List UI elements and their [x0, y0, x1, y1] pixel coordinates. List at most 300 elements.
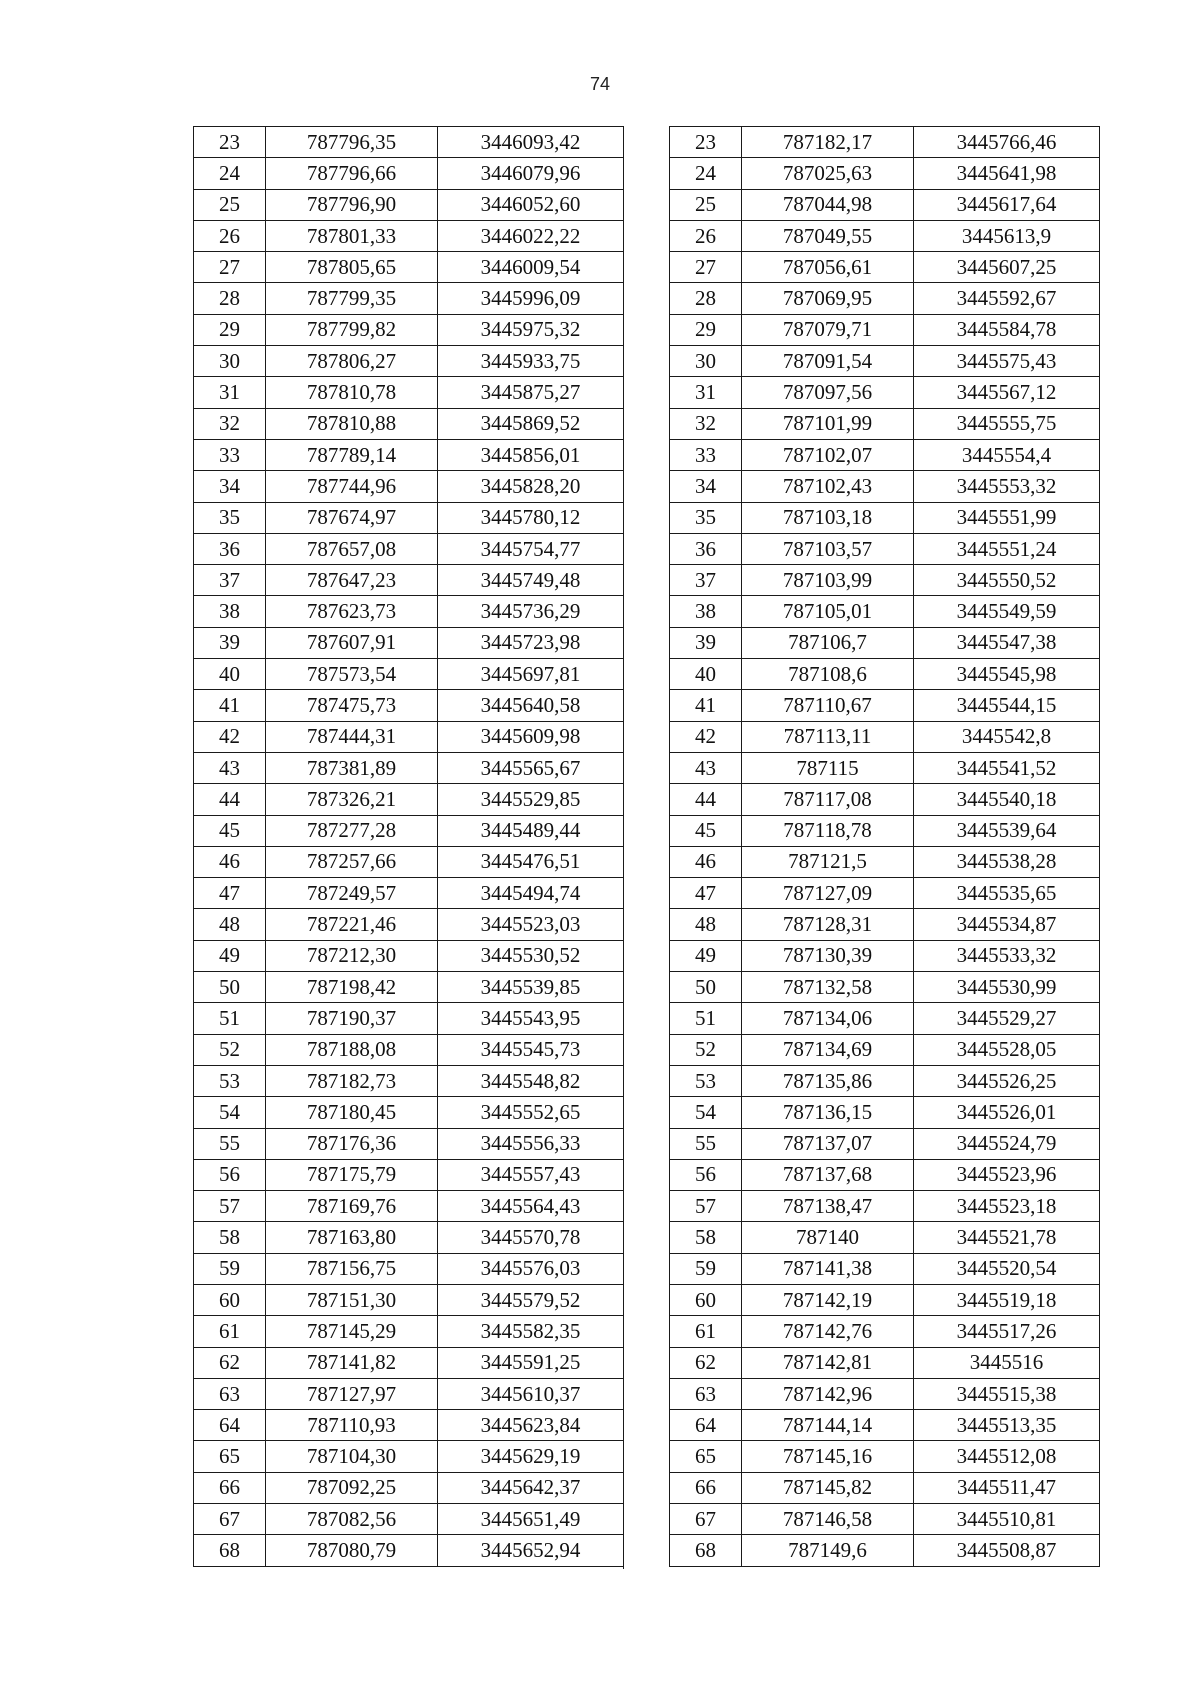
point-number-cell: 44 — [670, 784, 742, 815]
y-coordinate-cell: 3445766,46 — [914, 127, 1100, 158]
point-number-cell: 48 — [670, 909, 742, 940]
y-coordinate-cell: 3445551,99 — [914, 502, 1100, 533]
x-coordinate-cell: 787102,07 — [742, 439, 914, 470]
point-number-cell: 68 — [670, 1535, 742, 1566]
table-row — [194, 1441, 624, 1472]
y-coordinate-cell: 3445610,37 — [438, 1378, 624, 1409]
point-number-cell: 55 — [194, 1128, 266, 1159]
x-coordinate-cell: 787156,75 — [266, 1253, 438, 1284]
y-coordinate-cell: 3445551,24 — [914, 533, 1100, 564]
table-row — [670, 627, 1100, 658]
table-row — [194, 1034, 624, 1065]
table-row — [194, 752, 624, 783]
point-number-cell: 53 — [194, 1065, 266, 1096]
x-coordinate-cell: 787799,82 — [266, 314, 438, 345]
y-coordinate-cell: 3445545,73 — [438, 1034, 624, 1065]
table-row — [670, 1159, 1100, 1190]
point-number-cell: 30 — [670, 346, 742, 377]
point-number-cell: 63 — [194, 1378, 266, 1409]
y-coordinate-cell: 3445545,98 — [914, 659, 1100, 690]
point-number-cell: 49 — [194, 940, 266, 971]
y-coordinate-cell: 3445555,75 — [914, 408, 1100, 439]
point-number-cell: 58 — [194, 1222, 266, 1253]
table-row — [670, 346, 1100, 377]
table-row — [194, 220, 624, 251]
table-row — [194, 533, 624, 564]
table-row — [194, 1535, 624, 1566]
x-coordinate-cell: 787175,79 — [266, 1159, 438, 1190]
y-coordinate-cell: 3445511,47 — [914, 1472, 1100, 1503]
point-number-cell: 62 — [670, 1347, 742, 1378]
x-coordinate-cell: 787144,14 — [742, 1410, 914, 1441]
table-row — [194, 346, 624, 377]
point-number-cell: 36 — [670, 533, 742, 564]
left-coordinate-table — [193, 126, 624, 1567]
table-row — [194, 596, 624, 627]
point-number-cell: 38 — [670, 596, 742, 627]
table-row — [670, 283, 1100, 314]
table-row — [670, 940, 1100, 971]
y-coordinate-cell: 3445642,37 — [438, 1472, 624, 1503]
x-coordinate-cell: 787796,90 — [266, 189, 438, 220]
y-coordinate-cell: 3445476,51 — [438, 846, 624, 877]
y-coordinate-cell: 3445517,26 — [914, 1316, 1100, 1347]
y-coordinate-cell: 3445736,29 — [438, 596, 624, 627]
point-number-cell: 29 — [194, 314, 266, 345]
x-coordinate-cell: 787674,97 — [266, 502, 438, 533]
table-row — [670, 252, 1100, 283]
table-row — [670, 408, 1100, 439]
table-row — [670, 1097, 1100, 1128]
point-number-cell: 65 — [194, 1441, 266, 1472]
point-number-cell: 40 — [670, 659, 742, 690]
x-coordinate-cell: 787806,27 — [266, 346, 438, 377]
table-row — [670, 1441, 1100, 1472]
point-number-cell: 66 — [670, 1472, 742, 1503]
x-coordinate-cell: 787115 — [742, 752, 914, 783]
y-coordinate-cell: 3446093,42 — [438, 127, 624, 158]
y-coordinate-cell: 3445975,32 — [438, 314, 624, 345]
point-number-cell: 67 — [194, 1504, 266, 1535]
point-number-cell: 64 — [194, 1410, 266, 1441]
y-coordinate-cell: 3445623,84 — [438, 1410, 624, 1441]
right-table-body — [670, 127, 1100, 1567]
point-number-cell: 50 — [670, 972, 742, 1003]
y-coordinate-cell: 3445538,28 — [914, 846, 1100, 877]
table-row — [670, 659, 1100, 690]
point-number-cell: 57 — [670, 1191, 742, 1222]
x-coordinate-cell: 787091,54 — [742, 346, 914, 377]
x-coordinate-cell: 787151,30 — [266, 1284, 438, 1315]
x-coordinate-cell: 787110,67 — [742, 690, 914, 721]
x-coordinate-cell: 787805,65 — [266, 252, 438, 283]
point-number-cell: 51 — [670, 1003, 742, 1034]
table-row — [670, 1191, 1100, 1222]
x-coordinate-cell: 787137,07 — [742, 1128, 914, 1159]
y-coordinate-cell: 3445535,65 — [914, 878, 1100, 909]
table-row — [670, 1128, 1100, 1159]
y-coordinate-cell: 3445520,54 — [914, 1253, 1100, 1284]
table-row — [670, 1535, 1100, 1566]
x-coordinate-cell: 787249,57 — [266, 878, 438, 909]
x-coordinate-cell: 787056,61 — [742, 252, 914, 283]
table-row — [670, 752, 1100, 783]
table-row — [194, 565, 624, 596]
x-coordinate-cell: 787103,57 — [742, 533, 914, 564]
y-coordinate-cell: 3445996,09 — [438, 283, 624, 314]
y-coordinate-cell: 3445575,43 — [914, 346, 1100, 377]
column-divider — [623, 126, 624, 1205]
point-number-cell: 53 — [670, 1065, 742, 1096]
x-coordinate-cell: 787127,97 — [266, 1378, 438, 1409]
y-coordinate-cell: 3445856,01 — [438, 439, 624, 470]
x-coordinate-cell: 787044,98 — [742, 189, 914, 220]
y-coordinate-cell: 3445524,79 — [914, 1128, 1100, 1159]
x-coordinate-cell: 787796,66 — [266, 158, 438, 189]
x-coordinate-cell: 787221,46 — [266, 909, 438, 940]
y-coordinate-cell: 3445591,25 — [438, 1347, 624, 1378]
left-table-body — [194, 127, 624, 1567]
y-coordinate-cell: 3445549,59 — [914, 596, 1100, 627]
point-number-cell: 46 — [670, 846, 742, 877]
y-coordinate-cell: 3445523,96 — [914, 1159, 1100, 1190]
table-row — [194, 189, 624, 220]
point-number-cell: 23 — [670, 127, 742, 158]
y-coordinate-cell: 3445613,9 — [914, 220, 1100, 251]
y-coordinate-cell: 3445570,78 — [438, 1222, 624, 1253]
x-coordinate-cell: 787128,31 — [742, 909, 914, 940]
table-row — [194, 1159, 624, 1190]
x-coordinate-cell: 787176,36 — [266, 1128, 438, 1159]
x-coordinate-cell: 787573,54 — [266, 659, 438, 690]
y-coordinate-cell: 3445544,15 — [914, 690, 1100, 721]
point-number-cell: 37 — [194, 565, 266, 596]
y-coordinate-cell: 3445697,81 — [438, 659, 624, 690]
point-number-cell: 28 — [670, 283, 742, 314]
x-coordinate-cell: 787789,14 — [266, 439, 438, 470]
table-row — [670, 439, 1100, 470]
y-coordinate-cell: 3445592,67 — [914, 283, 1100, 314]
table-row — [670, 1253, 1100, 1284]
y-coordinate-cell: 3445554,4 — [914, 439, 1100, 470]
y-coordinate-cell: 3445529,85 — [438, 784, 624, 815]
table-row — [194, 1003, 624, 1034]
y-coordinate-cell: 3445521,78 — [914, 1222, 1100, 1253]
table-row — [194, 1472, 624, 1503]
table-row — [194, 972, 624, 1003]
point-number-cell: 59 — [194, 1253, 266, 1284]
table-row — [670, 1347, 1100, 1378]
table-row — [670, 1410, 1100, 1441]
x-coordinate-cell: 787082,56 — [266, 1504, 438, 1535]
table-row — [194, 846, 624, 877]
table-row — [194, 940, 624, 971]
table-row — [670, 721, 1100, 752]
point-number-cell: 67 — [670, 1504, 742, 1535]
y-coordinate-cell: 3445526,01 — [914, 1097, 1100, 1128]
table-row — [670, 690, 1100, 721]
y-coordinate-cell: 3445749,48 — [438, 565, 624, 596]
point-number-cell: 24 — [670, 158, 742, 189]
x-coordinate-cell: 787105,01 — [742, 596, 914, 627]
x-coordinate-cell: 787113,11 — [742, 721, 914, 752]
table-row — [670, 784, 1100, 815]
column-divider — [623, 1234, 624, 1569]
x-coordinate-cell: 787110,93 — [266, 1410, 438, 1441]
point-number-cell: 51 — [194, 1003, 266, 1034]
y-coordinate-cell: 3445541,52 — [914, 752, 1100, 783]
x-coordinate-cell: 787140 — [742, 1222, 914, 1253]
point-number-cell: 65 — [670, 1441, 742, 1472]
x-coordinate-cell: 787136,15 — [742, 1097, 914, 1128]
table-row — [670, 502, 1100, 533]
x-coordinate-cell: 787145,82 — [742, 1472, 914, 1503]
table-row — [670, 533, 1100, 564]
y-coordinate-cell: 3445652,94 — [438, 1535, 624, 1566]
x-coordinate-cell: 787623,73 — [266, 596, 438, 627]
table-row — [670, 1284, 1100, 1315]
point-number-cell: 68 — [194, 1535, 266, 1566]
point-number-cell: 40 — [194, 659, 266, 690]
x-coordinate-cell: 787444,31 — [266, 721, 438, 752]
y-coordinate-cell: 3445607,25 — [914, 252, 1100, 283]
point-number-cell: 50 — [194, 972, 266, 1003]
table-row — [670, 1472, 1100, 1503]
x-coordinate-cell: 787103,18 — [742, 502, 914, 533]
table-row — [194, 690, 624, 721]
table-row — [670, 1065, 1100, 1096]
x-coordinate-cell: 787381,89 — [266, 752, 438, 783]
x-coordinate-cell: 787657,08 — [266, 533, 438, 564]
table-row — [194, 158, 624, 189]
point-number-cell: 41 — [194, 690, 266, 721]
table-row — [670, 158, 1100, 189]
table-row — [670, 1003, 1100, 1034]
table-row — [670, 596, 1100, 627]
y-coordinate-cell: 3445508,87 — [914, 1535, 1100, 1566]
table-row — [194, 1191, 624, 1222]
table-row — [194, 502, 624, 533]
x-coordinate-cell: 787796,35 — [266, 127, 438, 158]
table-row — [194, 1316, 624, 1347]
point-number-cell: 58 — [670, 1222, 742, 1253]
table-row — [670, 972, 1100, 1003]
x-coordinate-cell: 787049,55 — [742, 220, 914, 251]
x-coordinate-cell: 787137,68 — [742, 1159, 914, 1190]
point-number-cell: 56 — [670, 1159, 742, 1190]
x-coordinate-cell: 787326,21 — [266, 784, 438, 815]
y-coordinate-cell: 3445515,38 — [914, 1378, 1100, 1409]
x-coordinate-cell: 787103,99 — [742, 565, 914, 596]
table-row — [194, 1284, 624, 1315]
y-coordinate-cell: 3445513,35 — [914, 1410, 1100, 1441]
x-coordinate-cell: 787138,47 — [742, 1191, 914, 1222]
table-row — [194, 1347, 624, 1378]
x-coordinate-cell: 787108,6 — [742, 659, 914, 690]
point-number-cell: 47 — [670, 878, 742, 909]
table-row — [670, 878, 1100, 909]
point-number-cell: 57 — [194, 1191, 266, 1222]
x-coordinate-cell: 787810,88 — [266, 408, 438, 439]
y-coordinate-cell: 3445539,85 — [438, 972, 624, 1003]
x-coordinate-cell: 787647,23 — [266, 565, 438, 596]
point-number-cell: 24 — [194, 158, 266, 189]
point-number-cell: 35 — [670, 502, 742, 533]
x-coordinate-cell: 787190,37 — [266, 1003, 438, 1034]
point-number-cell: 60 — [670, 1284, 742, 1315]
y-coordinate-cell: 3445516 — [914, 1347, 1100, 1378]
table-row — [670, 846, 1100, 877]
x-coordinate-cell: 787198,42 — [266, 972, 438, 1003]
point-number-cell: 61 — [670, 1316, 742, 1347]
y-coordinate-cell: 3445564,43 — [438, 1191, 624, 1222]
y-coordinate-cell: 3446009,54 — [438, 252, 624, 283]
x-coordinate-cell: 787104,30 — [266, 1441, 438, 1472]
point-number-cell: 54 — [670, 1097, 742, 1128]
table-row — [670, 815, 1100, 846]
point-number-cell: 45 — [670, 815, 742, 846]
y-coordinate-cell: 3446079,96 — [438, 158, 624, 189]
point-number-cell: 66 — [194, 1472, 266, 1503]
table-row — [194, 878, 624, 909]
table-row — [670, 1378, 1100, 1409]
y-coordinate-cell: 3445510,81 — [914, 1504, 1100, 1535]
point-number-cell: 39 — [670, 627, 742, 658]
y-coordinate-cell: 3446052,60 — [438, 189, 624, 220]
point-number-cell: 35 — [194, 502, 266, 533]
point-number-cell: 52 — [194, 1034, 266, 1065]
y-coordinate-cell: 3445723,98 — [438, 627, 624, 658]
y-coordinate-cell: 3445533,32 — [914, 940, 1100, 971]
y-coordinate-cell: 3445933,75 — [438, 346, 624, 377]
x-coordinate-cell: 787097,56 — [742, 377, 914, 408]
x-coordinate-cell: 787102,43 — [742, 471, 914, 502]
y-coordinate-cell: 3445582,35 — [438, 1316, 624, 1347]
y-coordinate-cell: 3445617,64 — [914, 189, 1100, 220]
x-coordinate-cell: 787744,96 — [266, 471, 438, 502]
point-number-cell: 43 — [670, 752, 742, 783]
table-row — [670, 565, 1100, 596]
table-row — [670, 1504, 1100, 1535]
point-number-cell: 36 — [194, 533, 266, 564]
point-number-cell: 28 — [194, 283, 266, 314]
y-coordinate-cell: 3445523,03 — [438, 909, 624, 940]
y-coordinate-cell: 3445553,32 — [914, 471, 1100, 502]
y-coordinate-cell: 3445529,27 — [914, 1003, 1100, 1034]
table-row — [194, 909, 624, 940]
y-coordinate-cell: 3445828,20 — [438, 471, 624, 502]
table-row — [194, 471, 624, 502]
point-number-cell: 61 — [194, 1316, 266, 1347]
x-coordinate-cell: 787142,76 — [742, 1316, 914, 1347]
x-coordinate-cell: 787141,38 — [742, 1253, 914, 1284]
point-number-cell: 62 — [194, 1347, 266, 1378]
point-number-cell: 26 — [194, 220, 266, 251]
x-coordinate-cell: 787475,73 — [266, 690, 438, 721]
point-number-cell: 42 — [194, 721, 266, 752]
x-coordinate-cell: 787257,66 — [266, 846, 438, 877]
y-coordinate-cell: 3445651,49 — [438, 1504, 624, 1535]
x-coordinate-cell: 787025,63 — [742, 158, 914, 189]
x-coordinate-cell: 787810,78 — [266, 377, 438, 408]
table-row — [194, 815, 624, 846]
point-number-cell: 59 — [670, 1253, 742, 1284]
point-number-cell: 27 — [194, 252, 266, 283]
y-coordinate-cell: 3445526,25 — [914, 1065, 1100, 1096]
x-coordinate-cell: 787145,29 — [266, 1316, 438, 1347]
table-row — [194, 1410, 624, 1441]
table-row — [670, 377, 1100, 408]
y-coordinate-cell: 3445534,87 — [914, 909, 1100, 940]
x-coordinate-cell: 787135,86 — [742, 1065, 914, 1096]
y-coordinate-cell: 3445869,52 — [438, 408, 624, 439]
x-coordinate-cell: 787146,58 — [742, 1504, 914, 1535]
table-row — [194, 283, 624, 314]
x-coordinate-cell: 787180,45 — [266, 1097, 438, 1128]
point-number-cell: 23 — [194, 127, 266, 158]
y-coordinate-cell: 3445540,18 — [914, 784, 1100, 815]
point-number-cell: 33 — [194, 439, 266, 470]
table-row — [194, 659, 624, 690]
x-coordinate-cell: 787145,16 — [742, 1441, 914, 1472]
y-coordinate-cell: 3445641,98 — [914, 158, 1100, 189]
x-coordinate-cell: 787142,81 — [742, 1347, 914, 1378]
table-row — [670, 471, 1100, 502]
point-number-cell: 34 — [194, 471, 266, 502]
table-row — [194, 784, 624, 815]
point-number-cell: 39 — [194, 627, 266, 658]
table-row — [194, 1097, 624, 1128]
point-number-cell: 55 — [670, 1128, 742, 1159]
point-number-cell: 49 — [670, 940, 742, 971]
point-number-cell: 33 — [670, 439, 742, 470]
y-coordinate-cell: 3445780,12 — [438, 502, 624, 533]
right-coordinate-table — [669, 126, 1100, 1567]
y-coordinate-cell: 3445550,52 — [914, 565, 1100, 596]
point-number-cell: 25 — [670, 189, 742, 220]
point-number-cell: 46 — [194, 846, 266, 877]
y-coordinate-cell: 3445754,77 — [438, 533, 624, 564]
table-row — [670, 220, 1100, 251]
x-coordinate-cell: 787132,58 — [742, 972, 914, 1003]
point-number-cell: 26 — [670, 220, 742, 251]
y-coordinate-cell: 3446022,22 — [438, 220, 624, 251]
y-coordinate-cell: 3445629,19 — [438, 1441, 624, 1472]
table-row — [194, 439, 624, 470]
y-coordinate-cell: 3445519,18 — [914, 1284, 1100, 1315]
y-coordinate-cell: 3445609,98 — [438, 721, 624, 752]
x-coordinate-cell: 787117,08 — [742, 784, 914, 815]
x-coordinate-cell: 787106,7 — [742, 627, 914, 658]
y-coordinate-cell: 3445512,08 — [914, 1441, 1100, 1472]
table-row — [194, 252, 624, 283]
table-row — [194, 314, 624, 345]
x-coordinate-cell: 787149,6 — [742, 1535, 914, 1566]
y-coordinate-cell: 3445547,38 — [914, 627, 1100, 658]
y-coordinate-cell: 3445579,52 — [438, 1284, 624, 1315]
point-number-cell: 31 — [670, 377, 742, 408]
table-row — [670, 1222, 1100, 1253]
x-coordinate-cell: 787801,33 — [266, 220, 438, 251]
y-coordinate-cell: 3445557,43 — [438, 1159, 624, 1190]
x-coordinate-cell: 787163,80 — [266, 1222, 438, 1253]
point-number-cell: 38 — [194, 596, 266, 627]
point-number-cell: 54 — [194, 1097, 266, 1128]
y-coordinate-cell: 3445539,64 — [914, 815, 1100, 846]
x-coordinate-cell: 787069,95 — [742, 283, 914, 314]
x-coordinate-cell: 787134,06 — [742, 1003, 914, 1034]
table-row — [194, 1378, 624, 1409]
